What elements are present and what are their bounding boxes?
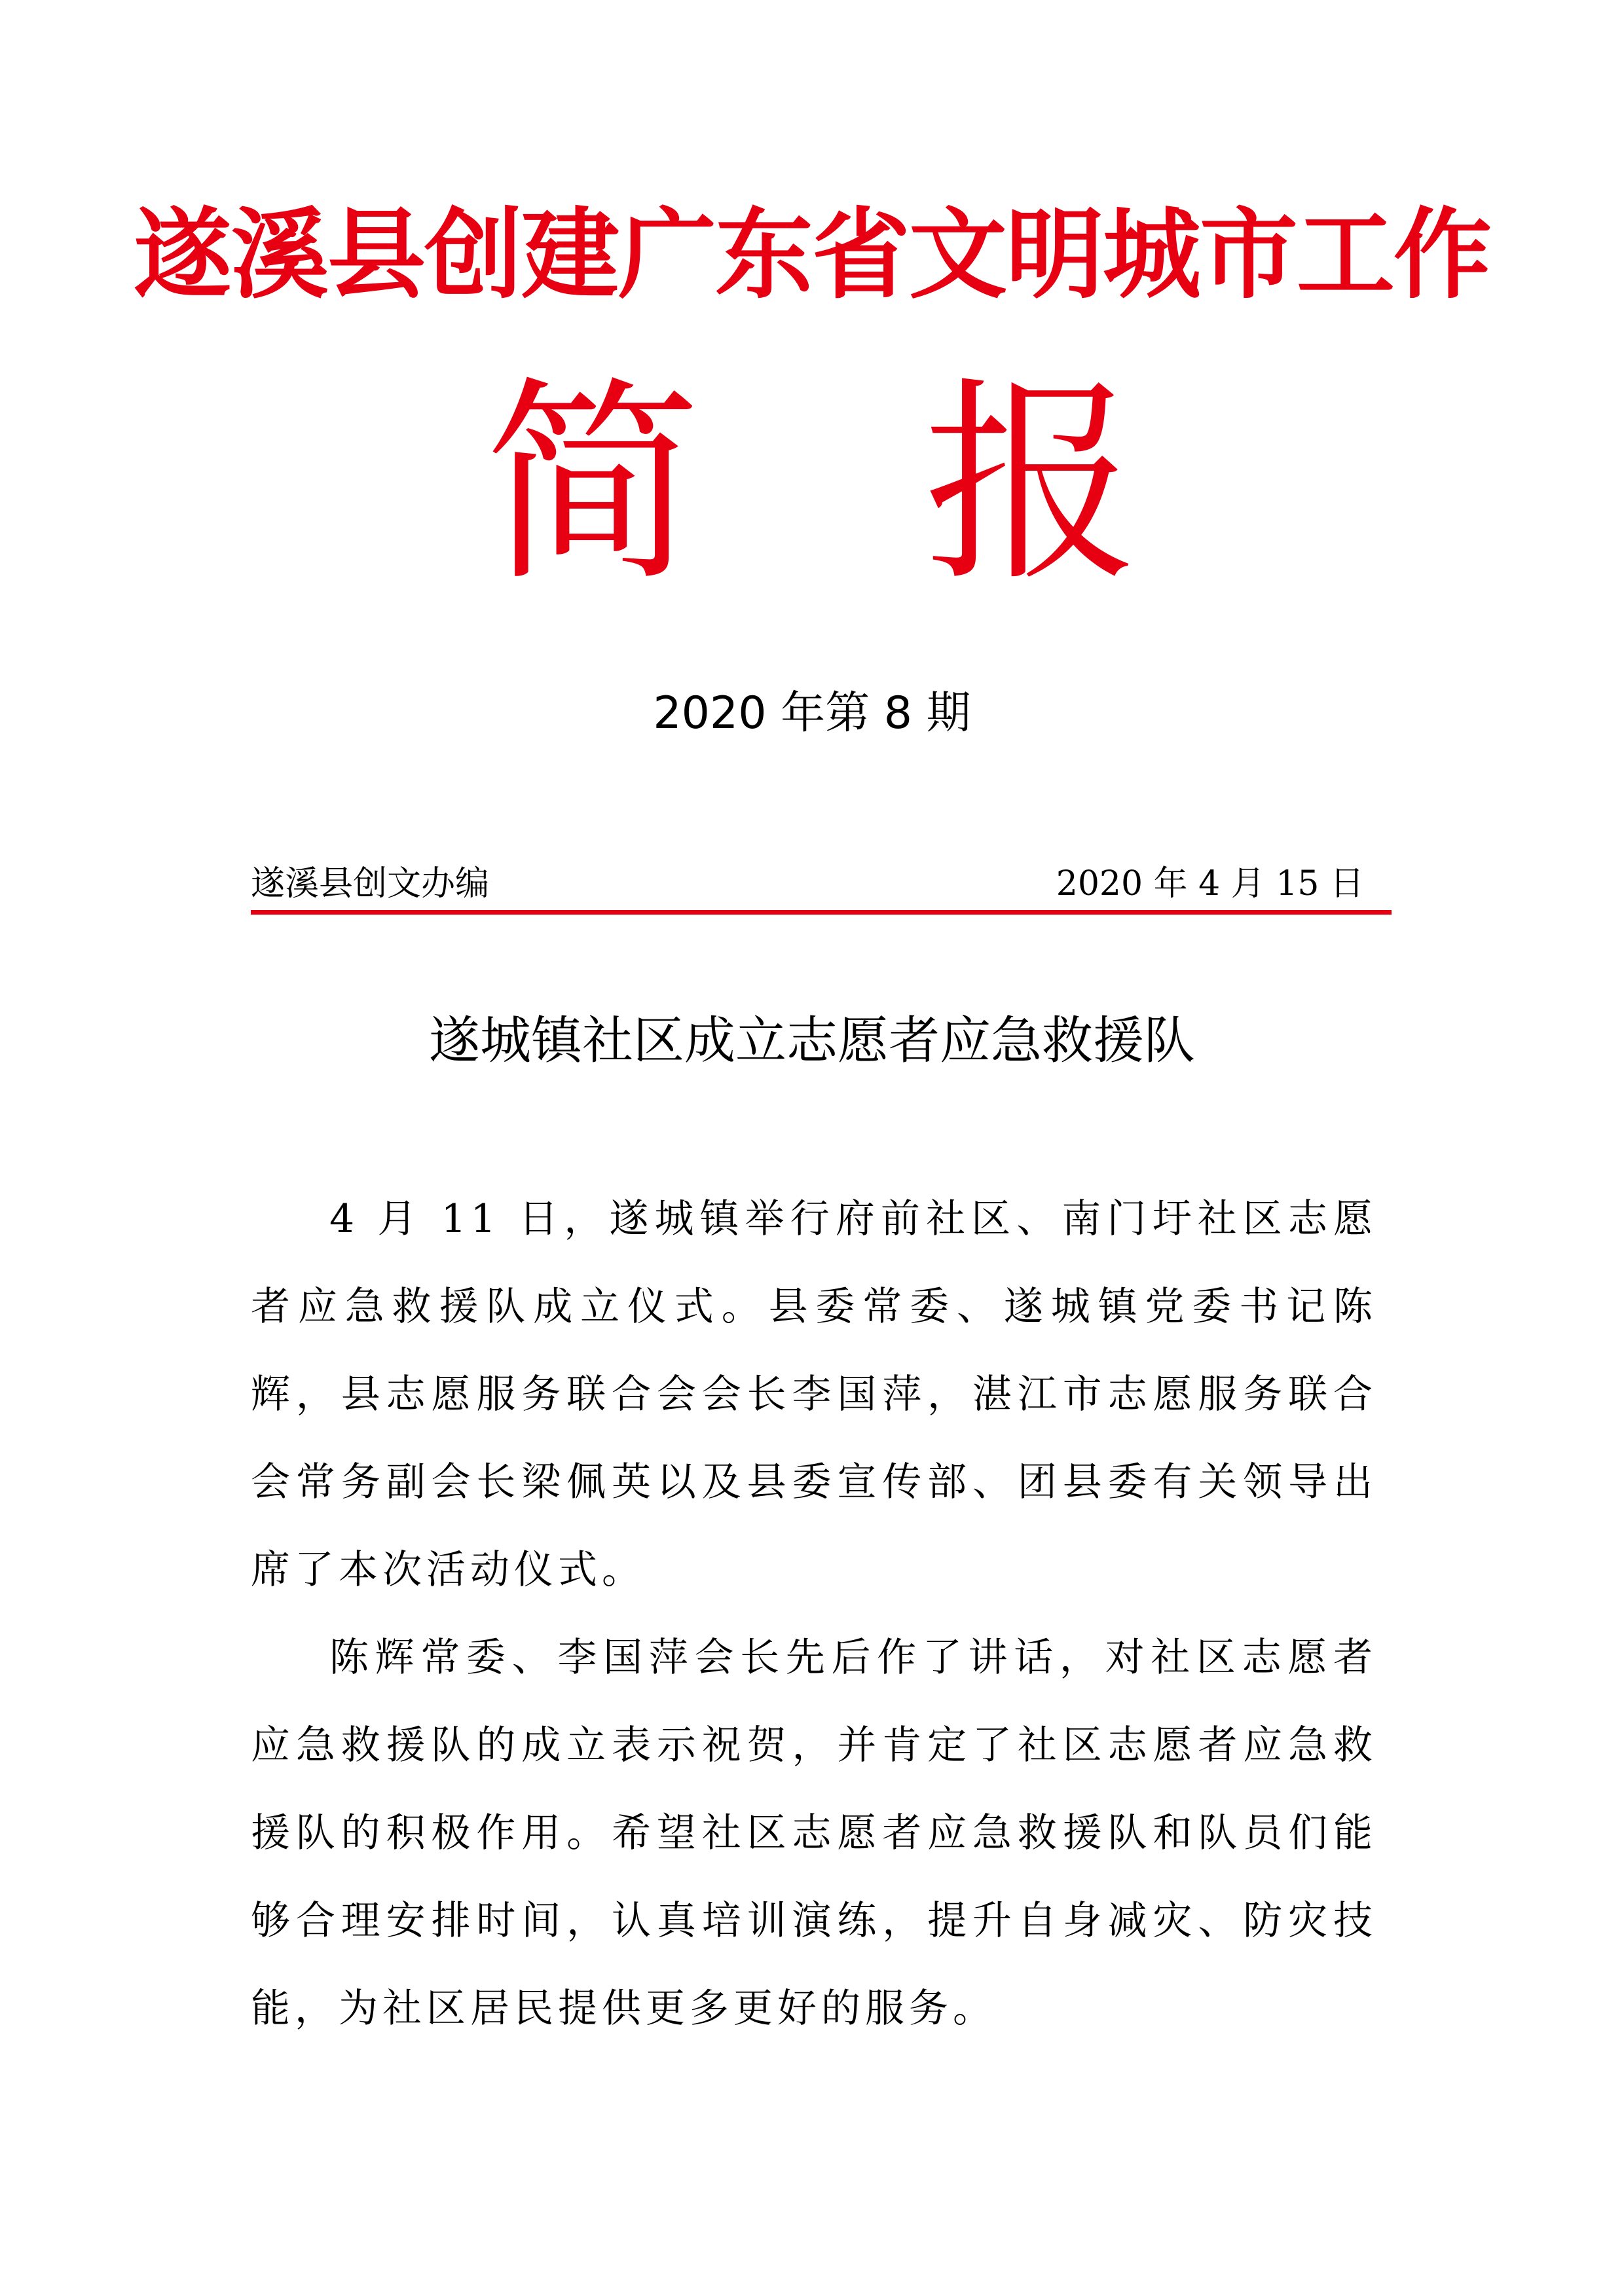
publish-date: 2020 年 4 月 15 日 [1056, 864, 1364, 903]
header-brief-title [0, 359, 1624, 610]
header-organization: 遂溪县创建广东省文明城市工作 [133, 198, 1490, 312]
article-paragraph: 陈辉常委、李国萍会长先后作了讲话，对社区志愿者应急救援队的成立表示祝贺，并肯定了社区志愿者应急救援队的积极作用。希望社区志愿者应急救援队和队员们能够合理安排时间，认真培训演练，提升自身减灾、防灾技能，为社区居民提供更多更好的服务。 [251, 1635, 1377, 2032]
article-title: 遂城镇社区成立志愿者应急救援队 [428, 1011, 1195, 1070]
editor-label: 遂溪县创文办编 [251, 864, 490, 903]
issue-number: 2020 年第 8 期 [653, 687, 971, 739]
red-divider-line [251, 910, 1392, 915]
brief-char-bao: 报 [923, 359, 1139, 610]
meta-line [251, 858, 1390, 910]
brief-char-jian: 简 [485, 359, 701, 610]
article-body [251, 1175, 1377, 2052]
article-paragraph: 4 月 11 日，遂城镇举行府前社区、南门圩社区志愿者应急救援队成立仪式。县委常委、遂城镇党委书记陈辉，县志愿服务联合会会长李国萍，湛江市志愿服务联合会常务副会长梁佩英以及县委宣传部、团县委有关领导出席了本次活动仪式。 [251, 1196, 1377, 1593]
